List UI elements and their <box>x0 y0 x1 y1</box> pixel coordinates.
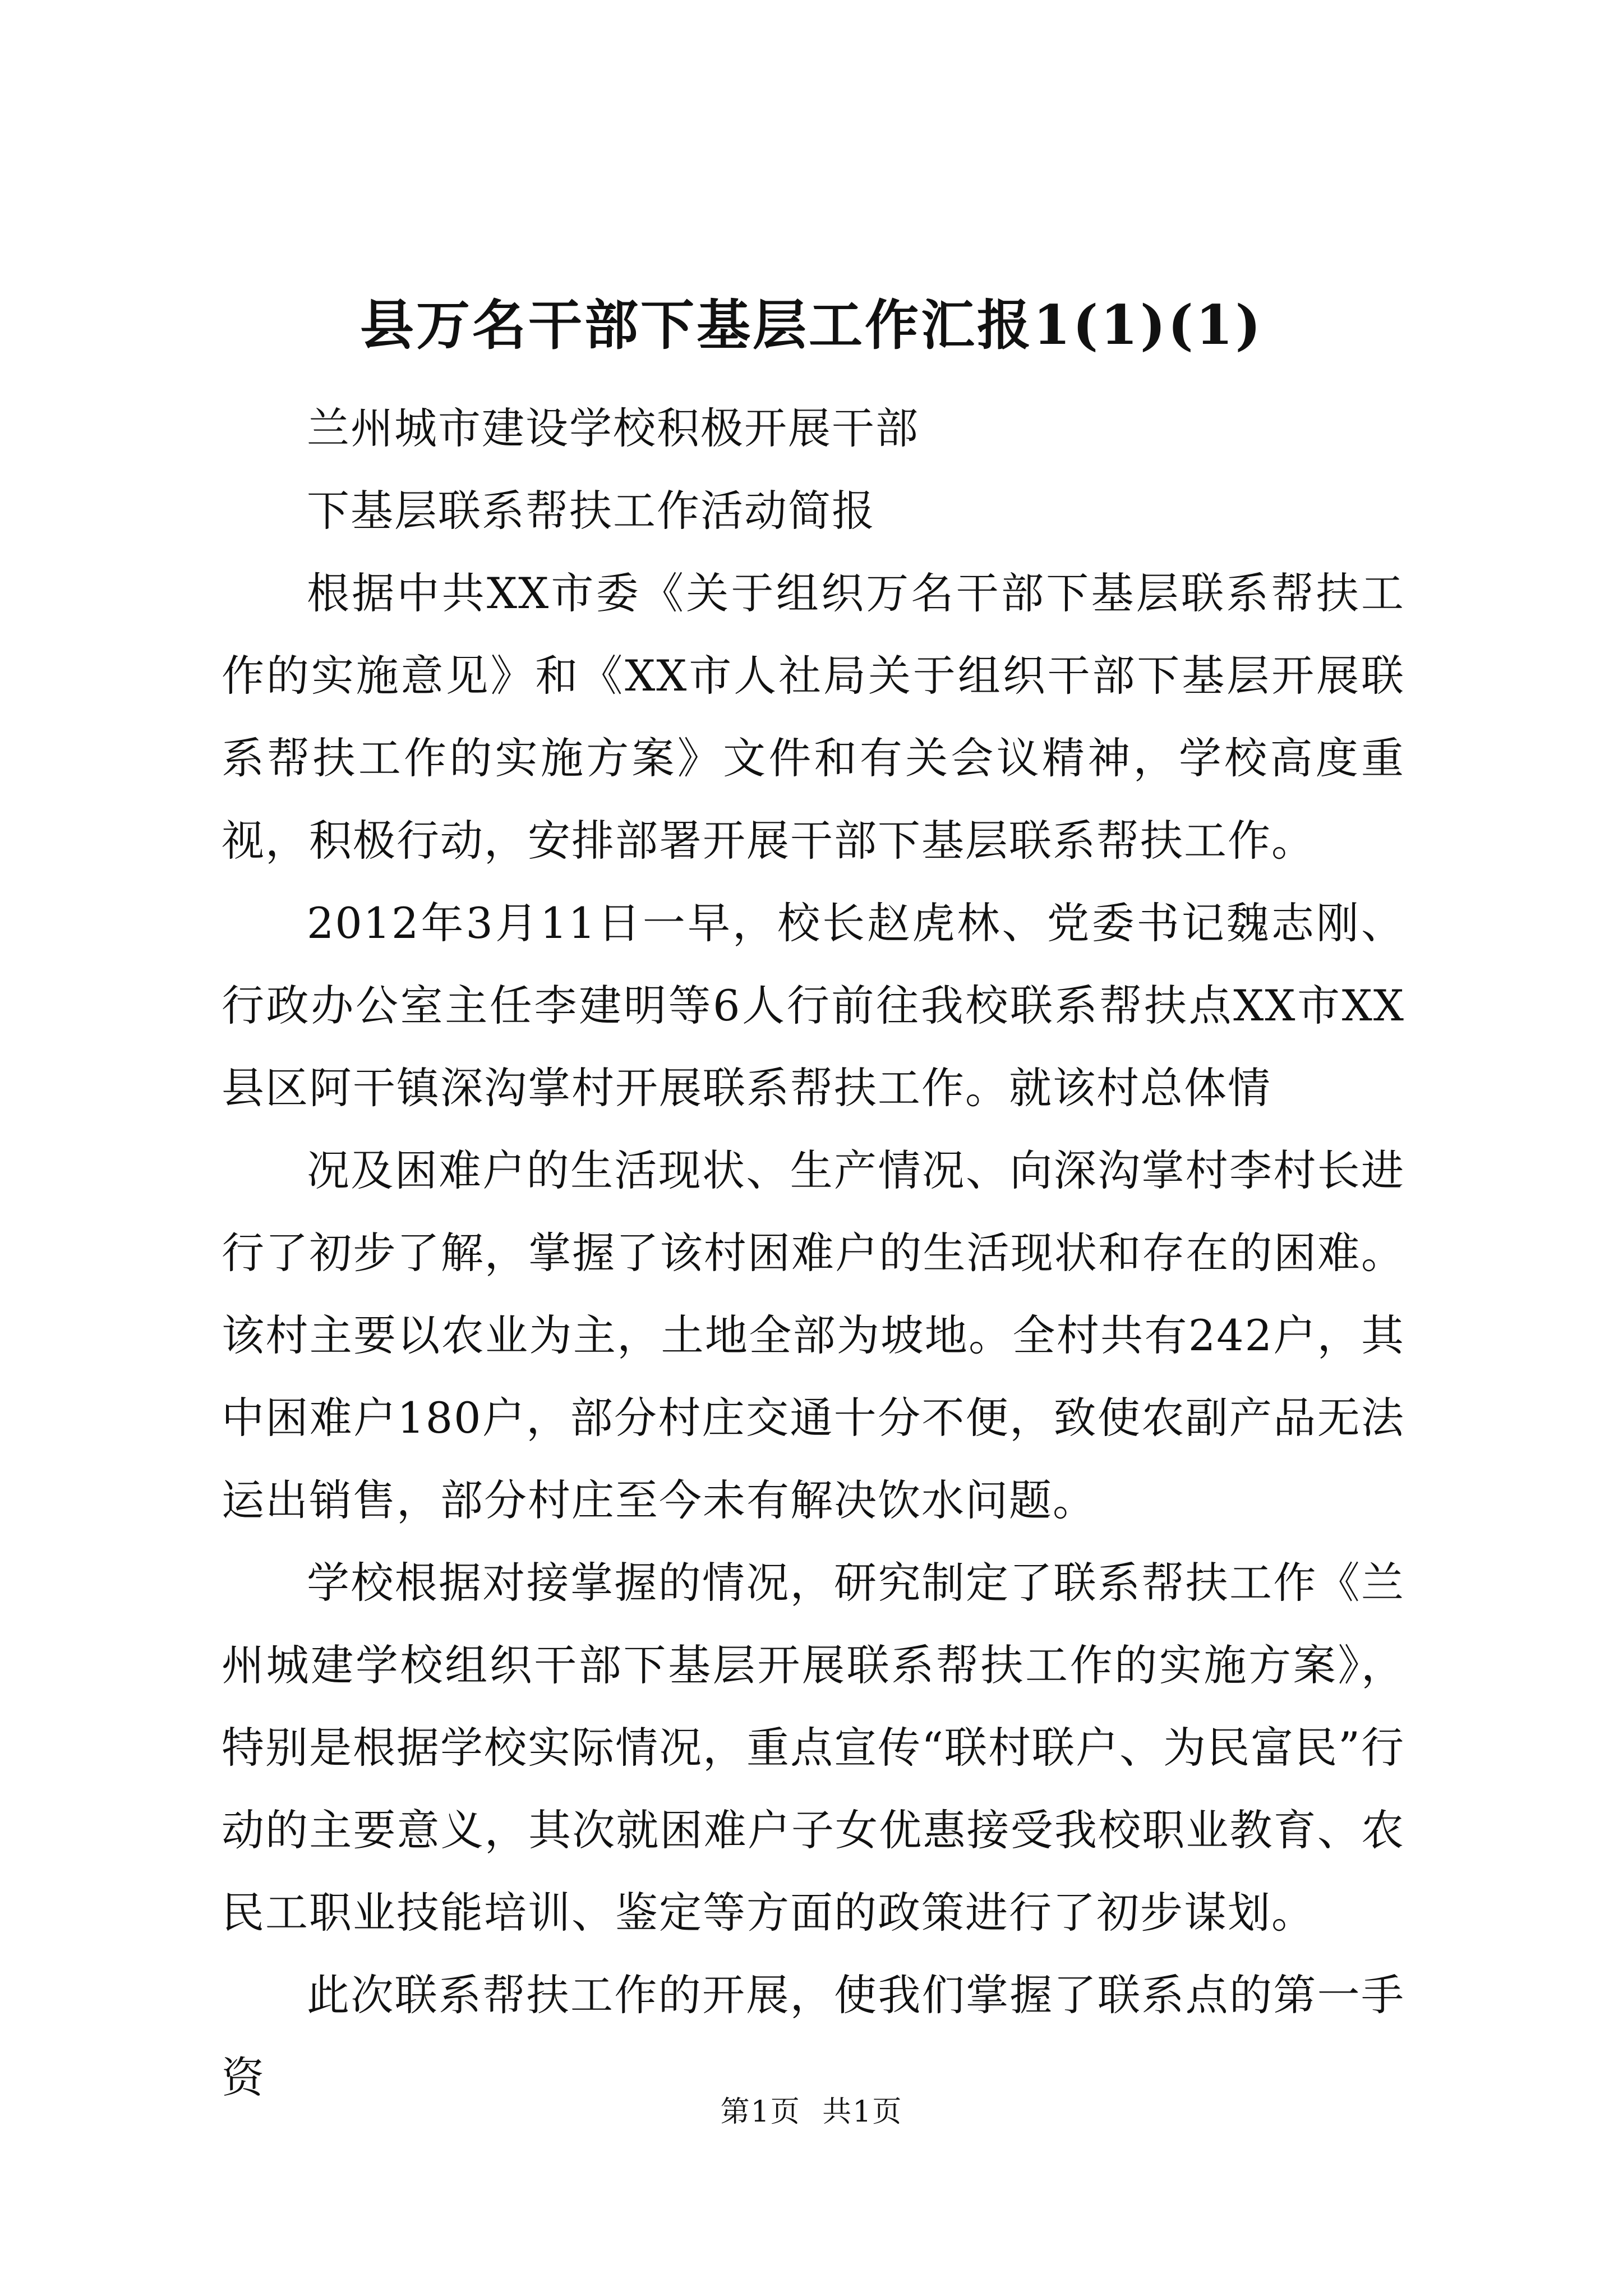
paragraph: 况及困难户的生活现状、生产情况、向深沟掌村李村长进行了初步了解，掌握了该村困难户的生活现状和存在的困难。该村主要以农业为主，土地全部为坡地。全村共有242户，其中困难户180户，部分村庄交通十分不便，致使农副产品无法运出销售，部分村庄至今未有解决饮水问题。 <box>222 1145 1405 1525</box>
page-footer <box>0 2092 1623 2132</box>
page-number: 第1页 <box>720 2095 801 2129</box>
page-total: 共1页 <box>822 2095 903 2129</box>
document-title: 县万名干部下基层工作汇报1(1)(1) <box>359 293 1264 357</box>
document-body <box>222 387 1405 2119</box>
paragraph: 学校根据对接掌握的情况，研究制定了联系帮扶工作《兰州城建学校组织干部下基层开展联系帮扶工作的实施方案》，特别是根据学校实际情况，重点宣传“联村联户、为民富民”行动的主要意义，其次就困难户子女优惠接受我校职业教育、农民工职业技能培训、鉴定等方面的政策进行了初步谋划。 <box>222 1558 1405 1938</box>
paragraph: 此次联系帮扶工作的开展，使我们掌握了联系点的第一手资 <box>222 1970 1405 2102</box>
paragraph: 根据中共XX市委《关于组织万名干部下基层联系帮扶工作的实施意见》和《XX市人社局关于组织干部下基层开展联系帮扶工作的实施方案》文件和有关会议精神，学校高度重视，积极行动，安排部署开展干部下基层联系帮扶工作。 <box>222 568 1405 866</box>
subtitle-line-2: 下基层联系帮扶工作活动简报 <box>307 486 875 536</box>
subtitle-line-1: 兰州城市建设学校积极开展干部 <box>307 403 919 453</box>
paragraph: 2012年3月11日一早，校长赵虎林、党委书记魏志刚、行政办公室主任李建明等6人行前往我校联系帮扶点XX市XX县区阿干镇深沟掌村开展联系帮扶工作。就该村总体情 <box>222 898 1405 1113</box>
